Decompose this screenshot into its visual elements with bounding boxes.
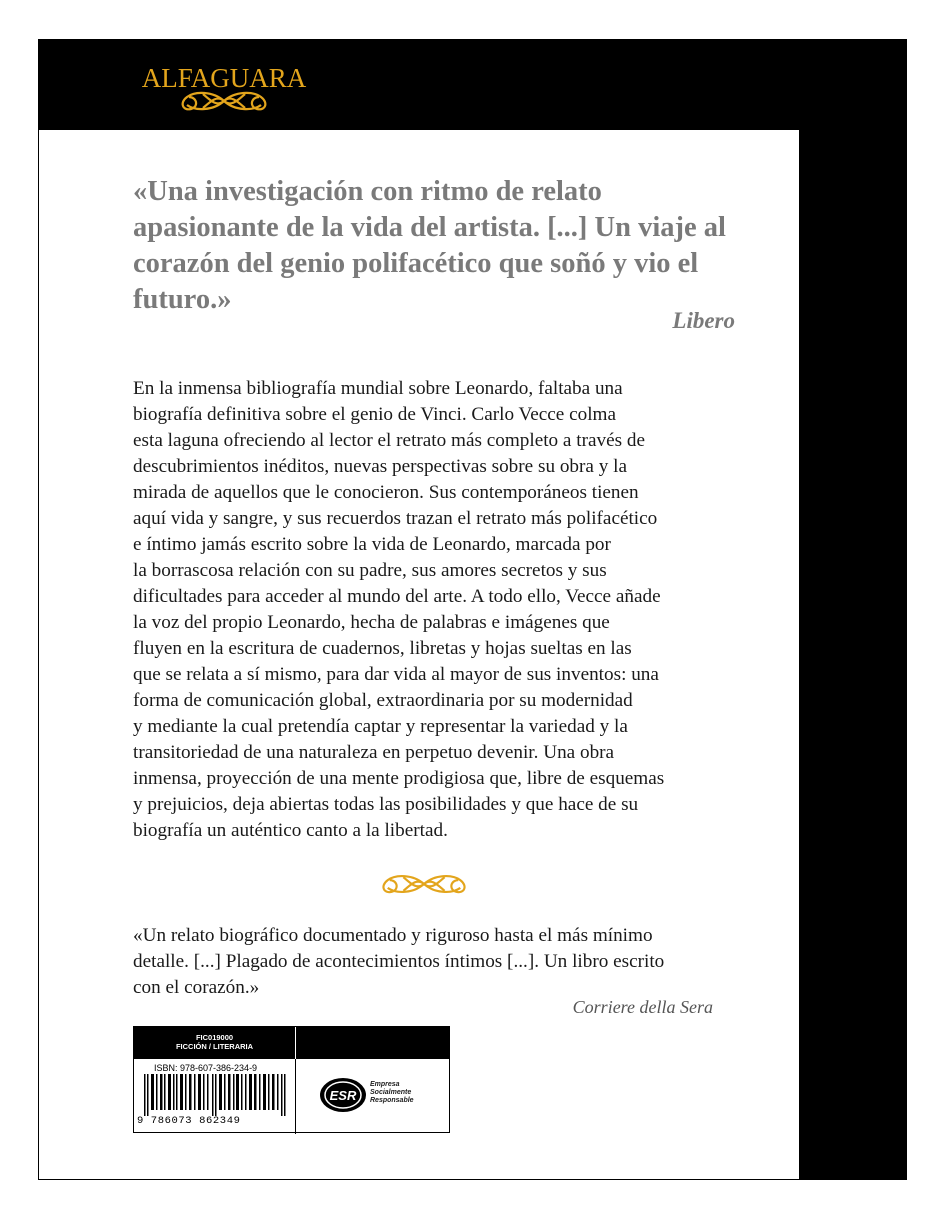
synopsis-line: aquí vida y sangre, y sus recuerdos trazan el retrato más polifacético bbox=[133, 508, 658, 529]
category-label: FICCIÓN / LITERARIA bbox=[175, 1042, 254, 1051]
synopsis-line: y mediante la cual pretendía captar y representar la variedad y la bbox=[133, 716, 628, 737]
esr-badge bbox=[318, 1075, 446, 1115]
esr-line: Socialmente bbox=[370, 1089, 412, 1096]
synopsis-line: la borrascosa relación con su padre, sus amores secretos y sus bbox=[133, 560, 607, 581]
category-header-blank bbox=[295, 1027, 450, 1059]
second-quote-line: con el corazón.» bbox=[133, 977, 260, 998]
esr-line: Responsable bbox=[370, 1097, 414, 1104]
right-black-band bbox=[799, 40, 907, 1180]
barcode-icon bbox=[142, 1074, 288, 1116]
panel-divider bbox=[295, 1059, 296, 1134]
esr-line: Empresa bbox=[370, 1081, 400, 1088]
esr-logo-icon bbox=[318, 1075, 368, 1115]
second-quote-line: detalle. [...] Plagado de acontecimientos íntimos [...]. Un libro escrito bbox=[133, 951, 665, 972]
publisher-logo bbox=[135, 61, 313, 117]
synopsis-line: e íntimo jamás escrito sobre la vida de Leonardo, marcada por bbox=[133, 534, 611, 555]
second-quote bbox=[133, 923, 753, 1001]
second-quote-source: Corriere della Sera bbox=[572, 997, 713, 1017]
ornament-divider-icon bbox=[374, 869, 474, 899]
synopsis-line: esta laguna ofreciendo al lector el retrato más completo a través de bbox=[133, 430, 645, 451]
synopsis-line: dificultades para acceder al mundo del arte. A todo ello, Vecce añade bbox=[133, 586, 661, 607]
second-quote-line: «Un relato biográfico documentado y riguroso hasta el más mínimo bbox=[133, 925, 653, 946]
synopsis-line: forma de comunicación global, extraordinaria por su modernidad bbox=[133, 690, 633, 711]
synopsis-line: y prejuicios, deja abiertas todas las posibilidades y que hace de su bbox=[133, 794, 639, 815]
synopsis-line: biografía un auténtico canto a la libertad. bbox=[133, 820, 448, 841]
ornament-icon bbox=[173, 89, 275, 113]
synopsis-line: mirada de aquellos que le conocieron. Sus contemporáneos tienen bbox=[133, 482, 639, 503]
barcode-digits: 9 786073 862349 bbox=[137, 1115, 241, 1127]
esr-badge-text: ESR bbox=[329, 1088, 357, 1103]
featured-quote-source: Libero bbox=[672, 308, 735, 333]
synopsis bbox=[133, 376, 783, 844]
synopsis-line: transitoriedad de una naturaleza en perpetuo devenir. Una obra bbox=[133, 742, 615, 763]
back-cover bbox=[38, 39, 907, 1180]
synopsis-line: biografía definitiva sobre el genio de Vinci. Carlo Vecce colma bbox=[133, 404, 616, 425]
synopsis-line: la voz del propio Leonardo, hecha de palabras e imágenes que bbox=[133, 612, 610, 633]
publisher-name: ALFAGUARA bbox=[141, 63, 307, 93]
category-header bbox=[134, 1027, 295, 1059]
barcode-panel bbox=[133, 1026, 450, 1133]
featured-quote: «Una investigación con ritmo de relato apasionante de la vida del artista. [...] Un viaje al corazón del genio polifacético que soñó y vio el futuro.» bbox=[133, 176, 726, 315]
category-code: FIC019000 bbox=[195, 1033, 234, 1042]
synopsis-line: inmensa, proyección de una mente prodigiosa que, libre de esquemas bbox=[133, 768, 665, 789]
synopsis-line: En la inmensa bibliografía mundial sobre Leonardo, faltaba una bbox=[133, 378, 623, 399]
synopsis-line: fluyen en la escritura de cuadernos, libretas y hojas sueltas en las bbox=[133, 638, 632, 659]
isbn-label: ISBN: 978-607-386-234-9 bbox=[154, 1063, 258, 1073]
esr-label bbox=[370, 1081, 414, 1105]
synopsis-line: descubrimientos inéditos, nuevas perspectivas sobre su obra y la bbox=[133, 456, 627, 477]
synopsis-line: que se relata a sí mismo, para dar vida al mayor de sus inventos: una bbox=[133, 664, 659, 685]
